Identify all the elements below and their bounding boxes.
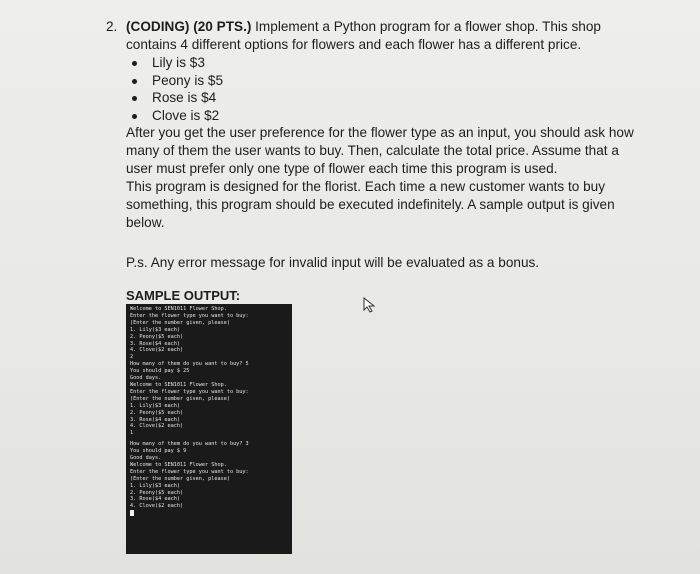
console-line: Enter the flower type you want to buy: (130, 468, 249, 475)
console-line: How many of them do you want to buy? 3 (130, 441, 249, 448)
console-line: 1 (130, 430, 134, 437)
console-line: Enter the flower type you want to buy: (130, 312, 249, 319)
console-line: 4. Clove($2 each) (130, 423, 184, 430)
console-line: 2. Peony($5 each) (130, 489, 184, 496)
console-line: 3. Rose($4 each) (130, 340, 180, 347)
console-line: Good days. (130, 455, 162, 462)
list-item: Lily is $3 (126, 54, 646, 72)
instruction-paragraph-2: This program is designed for the florist. Each time a new customer wants to buy something, this program should be executed indefinitely. A sample output is given below. (126, 179, 615, 230)
question-title: (CODING) (20 PTS.) (126, 19, 252, 34)
bullet-icon (132, 79, 137, 84)
console-line: 4. Clove($2 each) (130, 347, 184, 354)
console-line: How many of them do you want to buy? 5 (130, 361, 249, 368)
console-output (126, 304, 292, 554)
console-line: 4. Clove($2 each) (130, 503, 184, 510)
console-line: (Enter the number given, please) (130, 395, 230, 402)
bonus-note: P.s. Any error message for invalid input will be evaluated as a bonus. (126, 255, 540, 270)
console-line: (Enter the number given, please) (130, 475, 230, 482)
console-line: 1. Lily($3 each) (130, 482, 180, 489)
console-line: 2. Peony($5 each) (130, 333, 184, 340)
console-line: 3. Rose($4 each) (130, 496, 180, 503)
console-line: 3. Rose($4 each) (130, 416, 180, 423)
console-line: (Enter the number given, please) (130, 319, 230, 326)
console-line: Enter the flower type you want to buy: (130, 388, 249, 395)
console-line: 1. Lily($3 each) (130, 402, 180, 409)
sample-output-section (126, 288, 292, 554)
question-number: 2. (106, 19, 118, 34)
console-line: Welcome to SEN1011 Flower Shop. (130, 381, 227, 388)
bullet-icon (132, 96, 137, 101)
list-item: Clove is $2 (126, 107, 646, 125)
console-line: Welcome to SEN1011 Flower Shop. (130, 306, 227, 312)
console-line: 1. Lily($3 each) (130, 326, 180, 333)
question-header (106, 18, 646, 54)
bullet-icon (132, 114, 137, 119)
mouse-pointer-icon (362, 297, 378, 313)
flower-options-list (106, 54, 646, 124)
question-block (106, 18, 646, 272)
console-line: You should pay $ 9 (130, 448, 187, 455)
console-line: Welcome to SEN1011 Flower Shop. (130, 461, 227, 468)
list-item: Rose is $4 (126, 89, 646, 107)
list-item: Peony is $5 (126, 72, 646, 90)
sample-output-label: SAMPLE OUTPUT: (126, 288, 241, 303)
console-line: You should pay $ 25 (130, 368, 190, 375)
console-cursor (130, 510, 134, 516)
question-intro: Implement a Python program for a flower shop. This shop contains 4 different options for flowers and each flower has a different price. (126, 19, 601, 52)
console-line: Good days. (130, 375, 162, 382)
instruction-paragraph-1: After you get the user preference for the flower type as an input, you should ask how many of them the user wants to buy. Then, calculate the total price. Assume that a user must prefer only one type of flower each time this program is used. (126, 125, 634, 176)
console-line: 2 (130, 354, 134, 361)
bullet-icon (132, 61, 137, 66)
console-line: 2. Peony($5 each) (130, 409, 184, 416)
